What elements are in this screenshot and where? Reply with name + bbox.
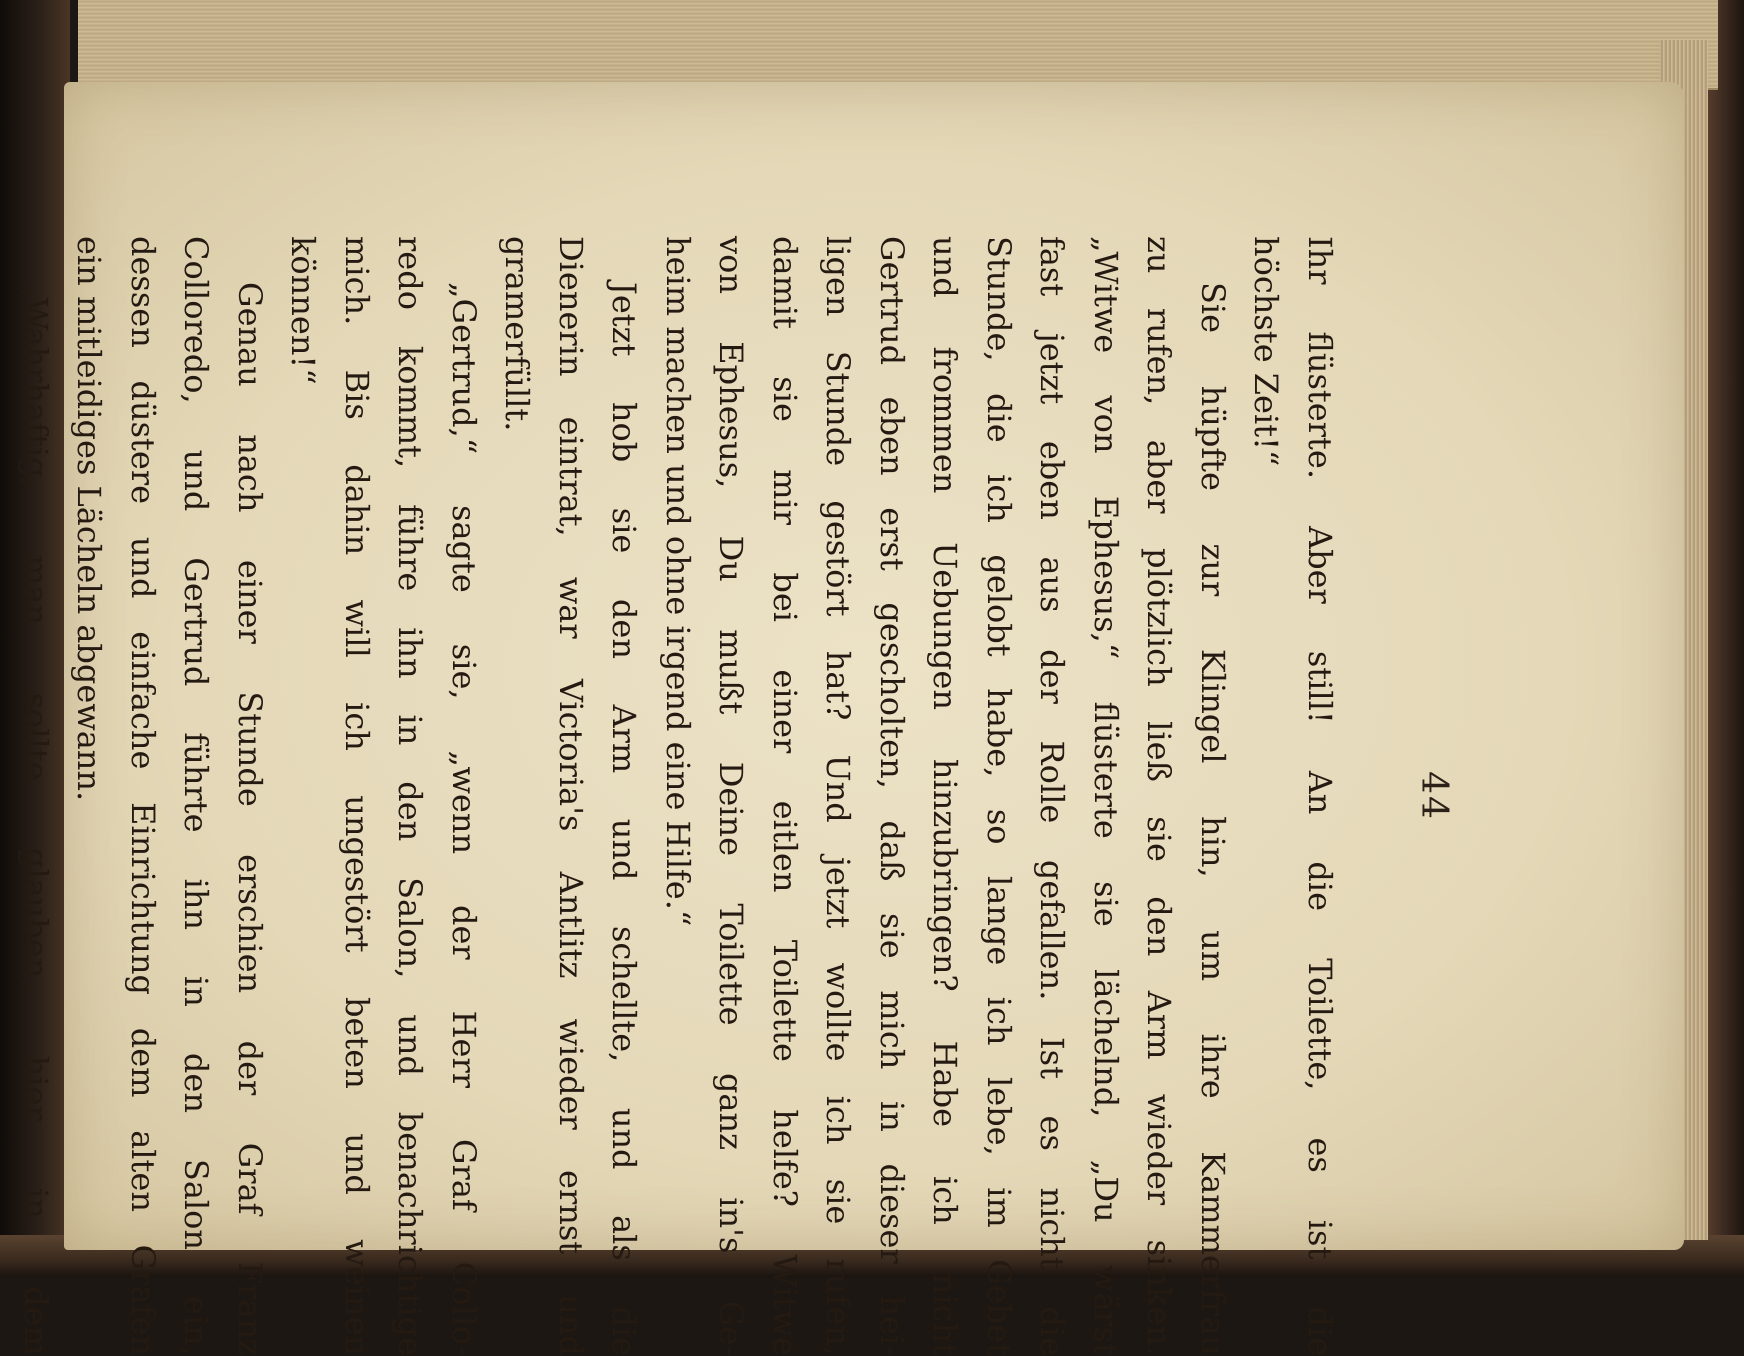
- text-line: Jetzt hob sie den Arm und schellte, und als die: [605, 282, 644, 1356]
- text-line: und frommen Uebungen hinzubringen? Habe ich nicht: [926, 236, 965, 1356]
- text-line: dessen düstere und einfache Einrichtung dem alten Grafen: [124, 236, 162, 1356]
- page-text-block: [17, 236, 1454, 1356]
- text-line: damit sie mir bei einer eitlen Toilette helfe? Witwe: [766, 236, 804, 1356]
- text-line: mich. Bis dahin will ich ungestört beten und weinen: [338, 236, 376, 1356]
- text-line: können!“: [284, 236, 323, 385]
- text-line: ligen Stunde gestört hat? Und jetzt wollte ich sie rufen,: [819, 236, 858, 1356]
- text-line: Gertrud eben erst gescholten, daß sie mich in dieser hei-: [873, 236, 911, 1356]
- text-line: „Gertrud,“ sagte sie, „wenn der Herr Graf Collo-: [445, 282, 483, 1356]
- text-line: von Ephesus, Du mußt Deine Toilette ganz in's Ge-: [712, 236, 751, 1356]
- text-line: fast jetzt eben aus der Rolle gefallen. Ist es nicht die: [1033, 236, 1072, 1356]
- page-edges-top: [78, 0, 1718, 90]
- text-line: zu rufen, aber plötzlich ließ sie den Arm wieder sinken.: [1140, 236, 1179, 1356]
- text-line: Dienerin eintrat, war Victoria's Antlitz wieder ernst und: [552, 236, 590, 1356]
- text-line: redo kommt, führe ihn in den Salon, und benachrichtige: [391, 236, 430, 1356]
- page-number: 44: [1413, 771, 1454, 821]
- text-line: Ihr flüsterte. Aber still! An die Toilette, es ist die: [1301, 236, 1339, 1356]
- text-line: gramerfüllt.: [498, 236, 537, 432]
- text-line: Colloredo, und Gertrud führte ihn in den Salon ein,: [177, 236, 216, 1356]
- text-line: heim machen und ohne irgend eine Hilfe.“: [659, 236, 697, 927]
- text-line: Genau nach einer Stunde erschien der Graf Franz: [231, 282, 269, 1356]
- text-lines: [9, 236, 1347, 1356]
- text-line: ein mitleidiges Lächeln abgewann.: [70, 236, 109, 802]
- text-line: „Witwe von Ephesus,“ flüsterte sie lächelnd, „Du wärst: [1087, 236, 1125, 1356]
- text-line: Stunde, die ich gelobt habe, so lange ich lebe, im Gebet: [980, 236, 1018, 1356]
- text-line: höchste Zeit!“: [1247, 236, 1286, 467]
- text-line: „Wahrhaftig, man sollte glauben, hier in dem: [17, 282, 55, 1356]
- text-line: Sie hüpfte zur Klingel hin, um ihre Kammerfrau: [1194, 282, 1232, 1356]
